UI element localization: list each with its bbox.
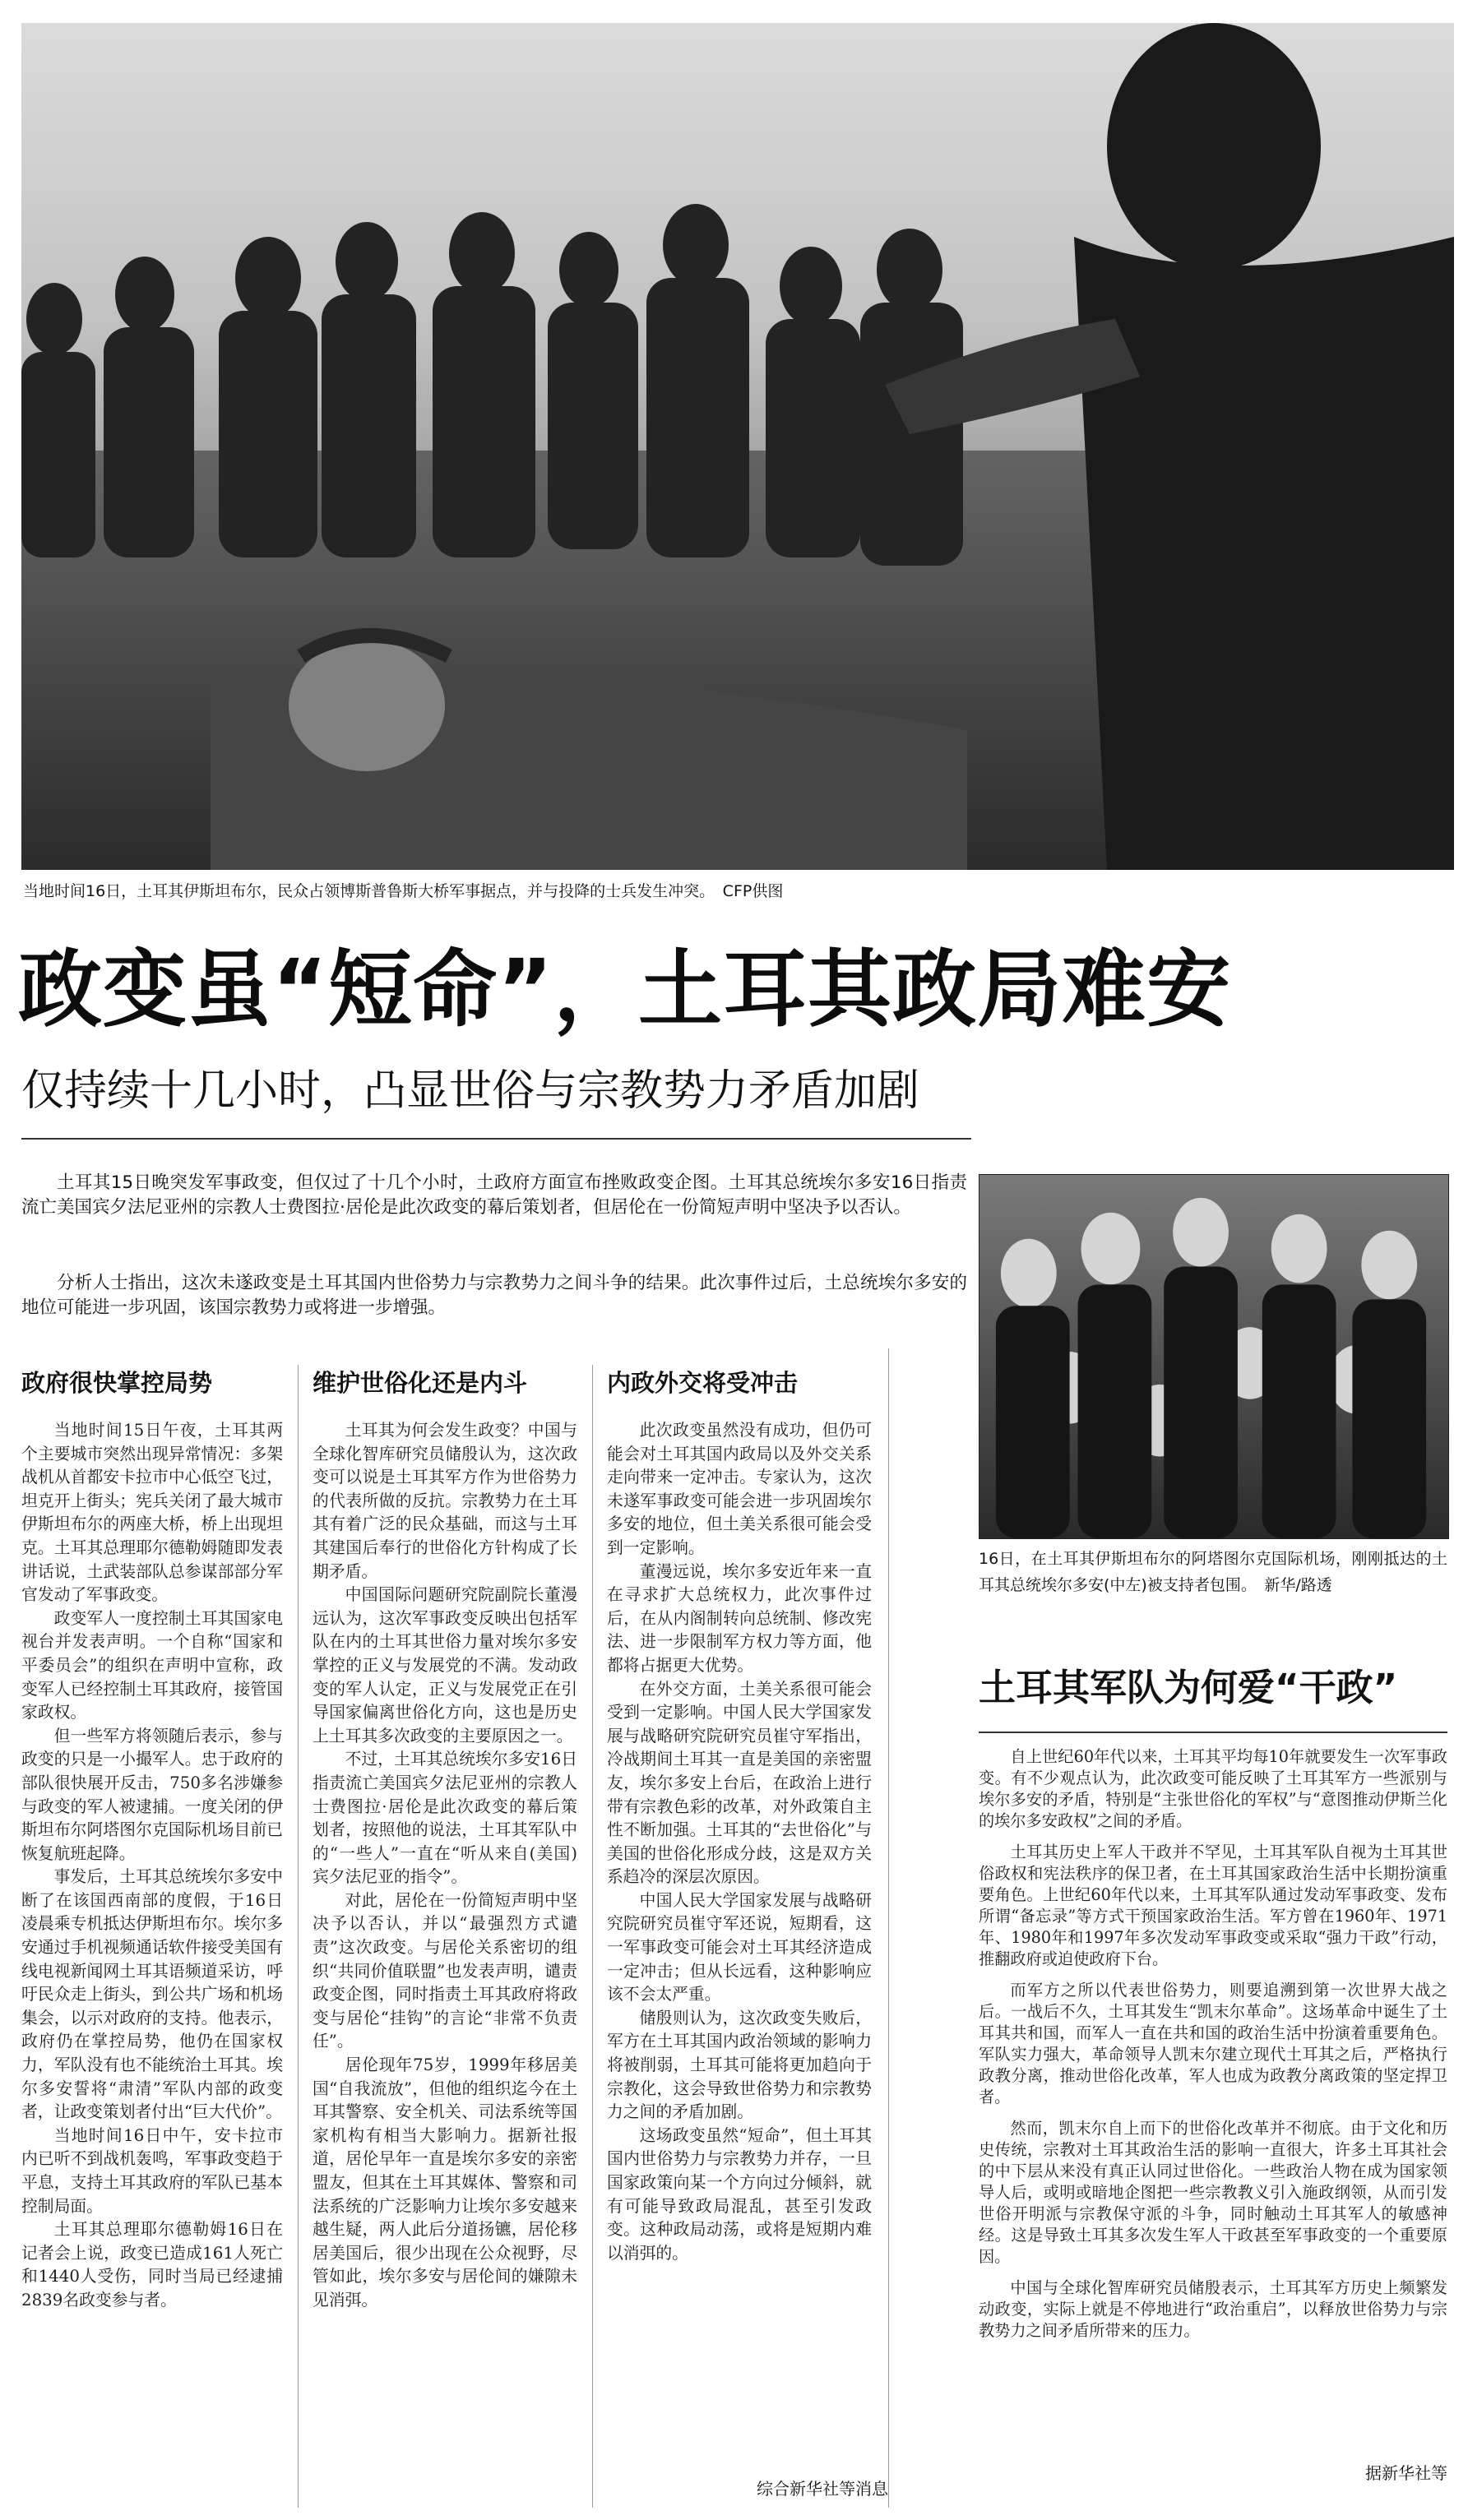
body-paragraph: 政变军人一度控制土耳其国家电视台并发表声明。一个自称“国家和平委员会”的组织在声明中宣称，政变军人已经控制土耳其政府，接管国家政权。 — [21, 1608, 283, 1722]
body-paragraph: 对此，居伦在一份简短声明中坚决予以否认，并以“最强烈方式谴责”这次政变。与居伦关系密切的组织“共同价值联盟”也发表声明，谴责政变企图，同时指责土耳其政府将政变与居伦“挂钩”的言论“非常不负责任”。 — [313, 1890, 577, 2051]
sidebar-paragraph: 而军方之所以代表世俗势力，则要追溯到第一次世界大战之后。一战后不久，土耳其发生“凯末尔革命”。这场革命中诞生了土耳其共和国，而军人一直在共和国的政治生活中扮演着重要角色。军队实力强大，革命领导人凯末尔建立现代土耳其之后，严格执行政教分离，推动世俗化改革，军人也成为政教分离政策的坚定捍卫者。 — [979, 1981, 1447, 2106]
sidebar-paragraph: 自上世纪60年代以来，土耳其平均每10年就要发生一次军事政变。有不少观点认为，此次政变可能反映了土耳其军方一些派别与埃尔多安的矛盾，特别是“主张世俗化的军权”与“意图推动伊斯兰化的埃尔多安政权”之间的矛盾。 — [979, 1747, 1447, 1830]
body-paragraph: 土耳其为何会发生政变？中国与全球化智库研究员储殷认为，这次政变可以说是土耳其军方作为世俗势力的代表所做的反抗。宗教势力在土耳其有着广泛的民众基础，而这与土耳其建国后奉行的世俗化方针构成了长期矛盾。 — [313, 1421, 577, 1581]
sidebar-title: 土耳其军队为何爱“干政” — [979, 1666, 1398, 1709]
column-rule — [298, 1365, 299, 2508]
subheadline: 仅持续十几小时，凸显世俗与宗教势力矛盾加剧 — [21, 1066, 920, 1116]
article-column — [313, 1419, 577, 2444]
article-column — [21, 1419, 283, 2473]
sidebar-credit: 据新华社等 — [1365, 2463, 1447, 2483]
section-heading: 内政外交将受冲击 — [607, 1369, 799, 1397]
side-photo — [979, 1174, 1449, 1539]
main-photo — [21, 23, 1454, 870]
headline: 政变虽“短命”，土耳其政局难安 — [18, 941, 1232, 1039]
body-paragraph: 在外交方面，土美关系很可能会受到一定影响。中国人民大学国家发展与战略研究院研究员崔守军指出，冷战期间土耳其一直是美国的亲密盟友，埃尔多安上台后，在政治上进行带有宗教色彩的改革，对外政策自主性不断加强。土耳其的“去世俗化”与美国的世俗化形成分歧，这是双方关系趋冷的深层次原因。 — [607, 1679, 872, 1887]
section-heading: 政府很快掌控局势 — [21, 1369, 213, 1397]
sidebar-paragraph: 中国与全球化智库研究员储殷表示，土耳其军方历史上频繁发动政变，实际上就是不停地进行“政治重启”，以释放世俗势力与宗教势力之间矛盾所带来的压力。 — [979, 2278, 1447, 2340]
sidebar-body — [979, 1746, 1447, 2439]
article-column — [607, 1419, 872, 2432]
main-photo-caption: 当地时间16日，土耳其伊斯坦布尔，民众占领博斯普鲁斯大桥军事据点，并与投降的士兵发生冲突。 CFP供图 — [23, 882, 784, 900]
sidebar-paragraph: 然而，凯末尔自上而下的世俗化改革并不彻底。由于文化和历史传统，宗教对土耳其政治生活的影响一直很大，许多土耳其社会的中下层从来没有真正认同过世俗化。一些政治人物在成为国家领导人后，或明或暗地企图把一些宗教教义引入施政纲领，从而引发世俗开明派与宗教保守派的斗争，同时触动土耳其军人的敏感神经。这是导致土耳其多次发生军人干政甚至军事政变的一个重要原因。 — [979, 2119, 1447, 2266]
body-paragraph: 土耳其总理耶尔德勒姆16日在记者会上说，政变已造成161人死亡和1440人受伤，同时当局已经逮捕2839名政变参与者。 — [21, 2220, 283, 2310]
body-paragraph: 这场政变虽然“短命”，但土耳其国内世俗势力与宗教势力并存，一旦国家政策向某一个方向过分倾斜，就有可能导致政局混乱，甚至引发政变。这种政局动荡，或将是短期内难以消弭的。 — [607, 2125, 872, 2263]
body-paragraph: 中国国际问题研究院副院长董漫远认为，这次军事政变反映出包括军队在内的土耳其世俗力量对埃尔多安掌控的正义与发展党的不满。发动政变的军人认定，正义与发展党正在引导国家偏离世俗化方向，这也是历史上土耳其多次政变的主要原因之一。 — [313, 1585, 577, 1746]
body-paragraph: 事发后，土耳其总统埃尔多安中断了在该国西南部的度假，于16日凌晨乘专机抵达伊斯坦布尔。埃尔多安通过手机视频通话软件接受美国有线电视新闻网土耳其语频道采访，呼吁民众走上街头，到公共广场和机场集会，以示对政府的支持。他表示，政府仍在掌控局势，他仍在国家权力，军队没有也不能统治土耳其。埃尔多安誓将“肃清”军队内部的政变者，让政变策划者付出“巨大代价”。 — [21, 1867, 283, 2122]
lead-rule — [21, 1138, 971, 1140]
side-photo-caption: 16日，在土耳其伊斯坦布尔的阿塔图尔克国际机场，刚刚抵达的土耳其总统埃尔多安(中左)被支持者包围。 新华/路透 — [979, 1550, 1447, 1594]
lead-paragraph: 分析人士指出，这次未遂政变是土耳其国内世俗势力与宗教势力之间斗争的结果。此次事件过后，土总统埃尔多安的地位可能进一步巩固，该国宗教势力或将进一步增强。 — [21, 1273, 967, 1318]
body-paragraph: 董漫远说，埃尔多安近年来一直在寻求扩大总统权力，此次事件过后，在从内阁制转向总统制、修改宪法、进一步限制军方权力等方面，他都将占据更大优势。 — [607, 1561, 872, 1675]
body-paragraph: 不过，土耳其总统埃尔多安16日指责流亡美国宾夕法尼亚州的宗教人士费图拉·居伦是此次政变的幕后策划者，按照他的说法，土耳其军队中的“一些人”一直在“听从来自(美国)宾夕法尼亚的指令”。 — [313, 1750, 577, 1887]
article-credit: 综合新华社等消息 — [757, 2479, 888, 2499]
body-paragraph: 但一些军方将领随后表示，参与政变的只是一小撮军人。忠于政府的部队很快展开反击，750多名涉嫌参与政变的军人被逮捕。一度关闭的伊斯坦布尔阿塔图尔克国际机场目前已恢复航班起降。 — [21, 1726, 283, 1863]
body-paragraph: 中国人民大学国家发展与战略研究院研究员崔守军还说，短期看，这一军事政变可能会对土耳其经济造成一定冲击；但从长远看，这种影响应该不会太严重。 — [607, 1890, 872, 2004]
sidebar-rule — [979, 1732, 1447, 1733]
body-paragraph: 居伦现年75岁，1999年移居美国“自我流放”，但他的组织迄今在土耳其警察、安全机关、司法系统等国家机构有相当大影响力。据新社报道，居伦早年一直是埃尔多安的亲密盟友，但其在土耳其媒体、警察和司法系统的广泛影响力让埃尔多安越来越生疑，两人此后分道扬镳，居伦移居美国后，很少出现在公众视野，尽管如此，埃尔多安与居伦间的嫌隙未见消弭。 — [313, 2055, 577, 2310]
column-rule — [592, 1365, 593, 2508]
body-paragraph: 此次政变虽然没有成功，但仍可能会对土耳其国内政局以及外交关系走向带来一定冲击。专家认为，这次未遂军事政变可能会进一步巩固埃尔多安的地位，但土美关系很可能会受到一定影响。 — [607, 1421, 872, 1557]
section-heading: 维护世俗化还是内斗 — [313, 1369, 528, 1397]
body-paragraph: 储殷则认为，这次政变失败后，军方在土耳其国内政治领域的影响力将被削弱，土耳其可能将更加趋向于宗教化，这会导致世俗势力和宗教势力之间的矛盾加剧。 — [607, 2008, 872, 2122]
sidebar-paragraph: 土耳其历史上军人干政并不罕见，土耳其军队自视为土耳其世俗政权和宪法秩序的保卫者，在土耳其国家政治生活中长期扮演重要角色。上世纪60年代以来，土耳其军队通过发动军事政变、发布所谓“备忘录”等方式干预国家政治生活。军方曾在1960年、1971年、1980年和1997年多次发动军事政变或采取“强力干政”行动，推翻政府或迫使政府下台。 — [979, 1843, 1447, 1968]
body-paragraph: 当地时间16日中午，安卡拉市内已听不到战机轰鸣，军事政变趋于平息，支持土耳其政府的军队已基本控制局面。 — [21, 2125, 283, 2216]
body-paragraph: 当地时间15日午夜，土耳其两个主要城市突然出现异常情况：多架战机从首都安卡拉市中心低空飞过，坦克开上街头；宪兵关闭了最大城市伊斯坦布尔的两座大桥，桥上出现坦克。土耳其总理耶尔德勒姆随即发表讲话说，土武装部队总参谋部部分军官发动了军事政变。 — [21, 1421, 283, 1605]
lead-paragraph: 土耳其15日晚突发军事政变，但仅过了十几个小时，土政府方面宣布挫败政变企图。土耳其总统埃尔多安16日指责流亡美国宾夕法尼亚州的宗教人士费图拉·居伦是此次政变的幕后策划者，但居伦在一份简短声明中坚决予以否认。 — [21, 1172, 967, 1218]
column-rule — [888, 1348, 889, 2508]
